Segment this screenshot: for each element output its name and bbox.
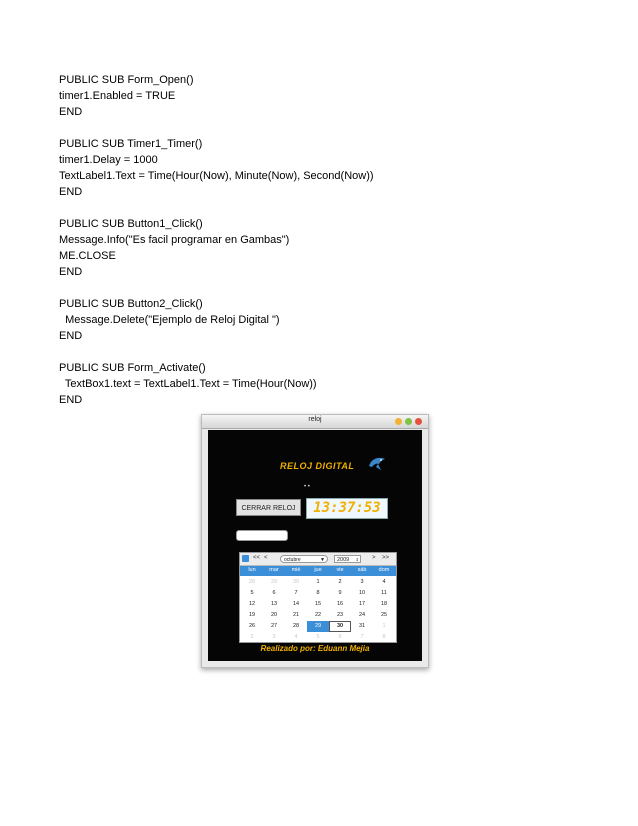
calendar-day[interactable]: 29 [307,621,329,632]
code-line: TextLabel1.Text = Time(Hour(Now), Minute(Now), Second(Now)) [59,170,374,182]
calendar-nav [240,553,396,566]
calendar [239,552,397,643]
code-listing [59,72,374,408]
month-value: octubre [284,557,301,563]
clock-time: 13:37:53 [313,500,381,516]
year-spinner[interactable] [334,555,361,563]
code-line: END [59,266,83,278]
calendar-day[interactable]: 2 [338,579,342,585]
clock-label [306,498,388,519]
spinner-icon: ⇕ [355,557,359,562]
code-line: PUBLIC SUB Form_Open() [59,74,194,86]
code-line: END [59,186,83,198]
prev-month-button[interactable]: < [264,555,268,561]
app-window-screenshot [201,414,429,668]
weekday-label: jue [314,567,322,573]
code-line: PUBLIC SUB Timer1_Timer() [59,138,203,150]
calendar-day[interactable]: 30 [292,579,300,585]
close-icon[interactable] [415,418,422,425]
calendar-day[interactable]: 18 [380,601,388,607]
weekday-label: mié [291,567,301,573]
code-line: PUBLIC SUB Button1_Click() [59,218,203,230]
calendar-day[interactable]: 24 [358,612,366,618]
code-line: PUBLIC SUB Form_Activate() [59,362,206,374]
calendar-day[interactable]: 6 [272,590,276,596]
code-line: END [59,106,83,118]
code-line: END [59,394,83,406]
calendar-day[interactable]: 12 [248,601,256,607]
calendar-day[interactable]: 25 [380,612,388,618]
calendar-day[interactable]: 20 [270,612,278,618]
calendar-day[interactable]: 7 [294,590,298,596]
calendar-day[interactable]: 4 [382,579,386,585]
prev-year-button[interactable]: << [253,555,261,561]
calendar-day[interactable]: 5 [316,634,320,640]
calendar-day[interactable]: 6 [338,634,342,640]
calendar-day[interactable]: 8 [316,590,320,596]
weekday-label: vie [336,567,344,573]
code-line: timer1.Delay = 1000 [59,154,158,166]
calendar-day[interactable]: 22 [314,612,322,618]
code-line [59,120,374,136]
weekday-label: sáb [357,567,367,573]
maximize-icon[interactable] [405,418,412,425]
calendar-day[interactable]: 23 [336,612,344,618]
calendar-day[interactable]: 17 [358,601,366,607]
calendar-day[interactable]: 31 [358,623,366,629]
calendar-day[interactable]: 2 [250,634,254,640]
calendar-day[interactable]: 28 [248,579,256,585]
calendar-day[interactable]: 1 [382,623,386,629]
weekday-label: mar [269,567,279,573]
calendar-day[interactable]: 30 [329,621,351,632]
calendar-day[interactable]: 15 [314,601,322,607]
code-line: TextBox1.text = TextLabel1.Text = Time(Hour(Now)) [59,378,317,390]
calendar-day[interactable]: 10 [358,590,366,596]
chevron-down-icon: ▼ [320,557,325,563]
code-line: Message.Info("Es facil programar en Gambas") [59,234,290,246]
next-year-button[interactable]: >> [382,555,390,561]
app-title: RELOJ DIGITAL [280,461,355,471]
weekday-label: dom [378,567,390,573]
calendar-day[interactable]: 19 [248,612,256,618]
close-clock-button[interactable]: CERRAR RELOJ [236,499,301,516]
calendar-day[interactable]: 1 [316,579,320,585]
code-line: END [59,330,83,342]
calendar-icon [242,555,249,562]
form-area [208,430,422,661]
calendar-day[interactable]: 3 [360,579,364,585]
code-line [59,344,374,360]
gambas-logo-icon [366,454,388,472]
calendar-day[interactable]: 21 [292,612,300,618]
calendar-day[interactable]: 5 [250,590,254,596]
separator-dots: • • [304,484,310,490]
window-title: reloj [308,416,322,423]
code-line: timer1.Enabled = TRUE [59,90,176,102]
next-month-button[interactable]: > [372,555,376,561]
calendar-day[interactable]: 29 [270,579,278,585]
calendar-day[interactable]: 16 [336,601,344,607]
calendar-day[interactable]: 13 [270,601,278,607]
calendar-day[interactable]: 3 [272,634,276,640]
year-value: 2009 [337,557,350,563]
calendar-day[interactable]: 11 [381,590,387,596]
code-line [59,280,374,296]
calendar-day[interactable]: 8 [382,634,386,640]
weekday-label: lun [248,567,256,573]
calendar-day[interactable]: 26 [248,623,256,629]
minimize-icon[interactable] [395,418,402,425]
calendar-day[interactable]: 4 [294,634,298,640]
calendar-day[interactable]: 7 [360,634,364,640]
text-box[interactable] [236,530,288,541]
code-line: Message.Delete("Ejemplo de Reloj Digital ") [59,314,280,326]
calendar-day[interactable]: 14 [292,601,300,607]
code-line: PUBLIC SUB Button2_Click() [59,298,203,310]
calendar-day[interactable]: 28 [292,623,300,629]
author-footer: Realizado por: Eduann Mejia [260,644,370,653]
calendar-day[interactable]: 9 [338,590,342,596]
code-line [59,200,374,216]
calendar-weekday-header [240,566,396,576]
calendar-day[interactable]: 27 [270,623,278,629]
code-line: ME.CLOSE [59,250,116,262]
window-titlebar [202,415,428,429]
month-select[interactable] [280,555,328,563]
